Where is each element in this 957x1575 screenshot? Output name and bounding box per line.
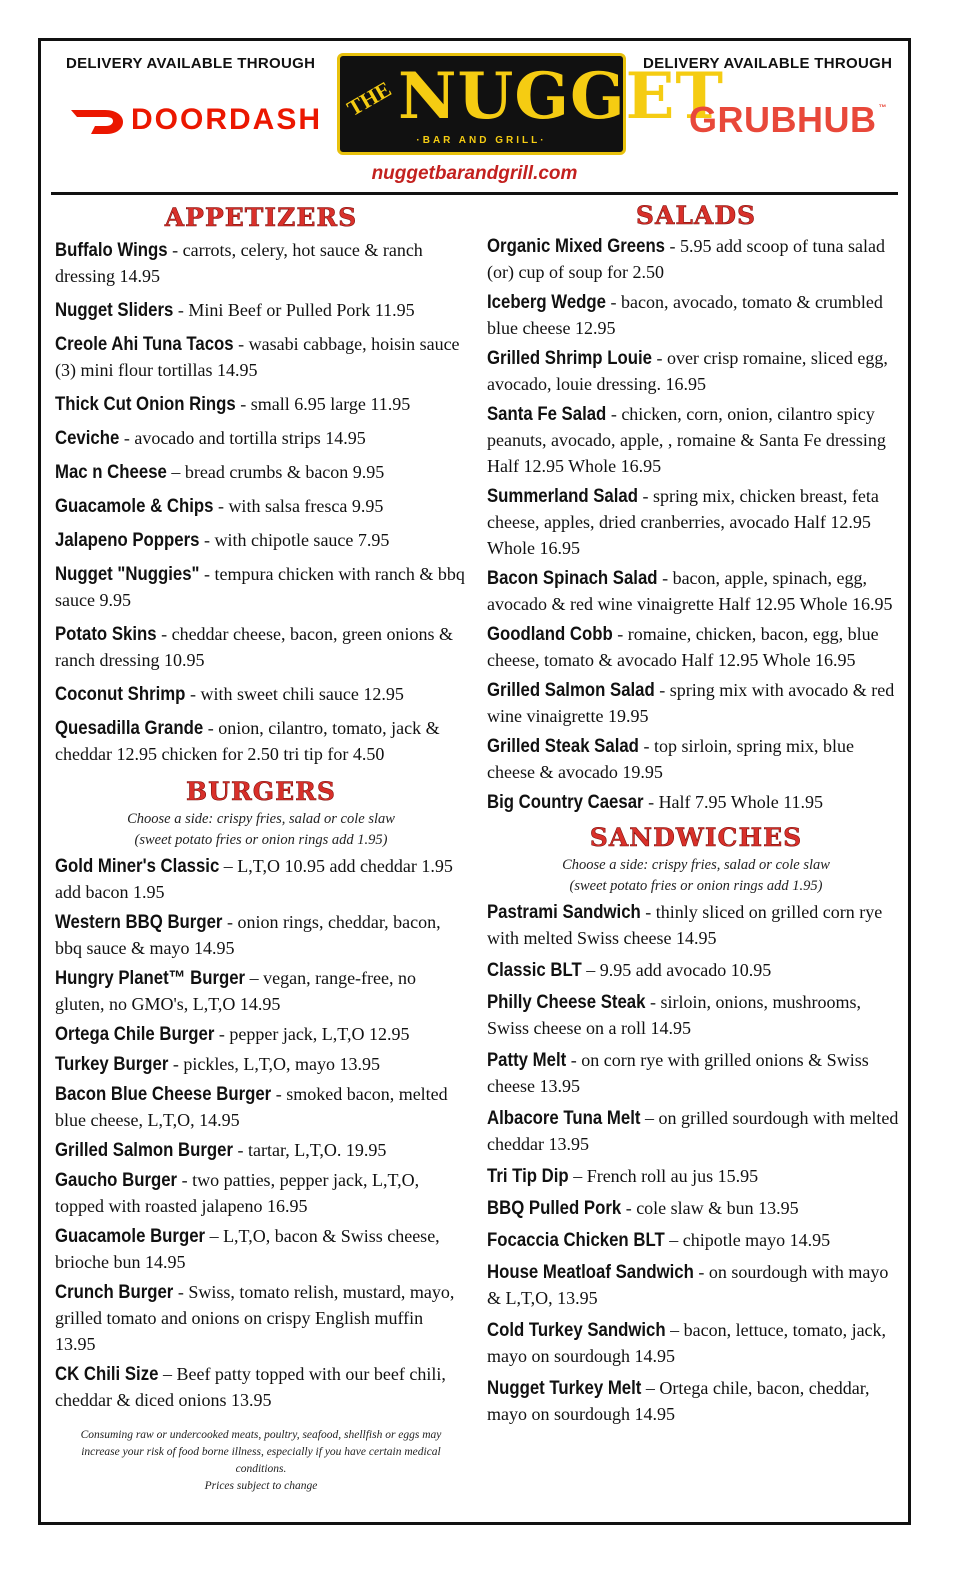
menu-item-name: Summerland Salad (487, 485, 638, 507)
menu-item-separator: - (612, 624, 628, 644)
menu-item-name: Grilled Salmon Burger (55, 1139, 233, 1161)
menu-item-name-wrap (487, 899, 666, 925)
menu-item-description: bacon, lettuce, tomato, jack, mayo on sourdough 14.95 (487, 1320, 887, 1366)
menu-item-description: with salsa fresca 9.95 (228, 496, 384, 516)
menu-item-separator: - (177, 1170, 193, 1190)
menu-item-description: thinly sliced on grilled corn rye with melted Swiss cheese 14.95 (487, 902, 883, 948)
grubhub-trademark: ™ (878, 103, 887, 112)
menu-item (487, 1259, 905, 1311)
menu-item-name: Nugget Turkey Melt (487, 1377, 642, 1399)
menu-item (487, 1317, 905, 1369)
menu-item (55, 527, 467, 553)
menu-item-name-wrap (487, 289, 625, 315)
menu-item-name-wrap (487, 1375, 667, 1401)
menu-item-name: Bacon Spinach Salad (487, 567, 658, 589)
menu-item-name: BBQ Pulled Pork (487, 1197, 622, 1219)
menu-item (487, 1047, 905, 1099)
menu-item (55, 391, 467, 417)
menu-item-description: romaine, chicken, bacon, egg, blue cheese, tomato & avocado Half 12.95 Whole 16.95 (487, 624, 879, 670)
menu-item-description: with sweet chili sauce 12.95 (200, 684, 404, 704)
sandwiches-title: SANDWICHES (589, 823, 803, 852)
menu-item-separator: - (156, 624, 172, 644)
menu-item-description: Mini Beef or Pulled Pork 11.95 (188, 300, 415, 320)
menu-item-separator: – (665, 1320, 684, 1340)
delivery-label-left: DELIVERY AVAILABLE THROUGH (66, 55, 316, 72)
menu-item-separator: - (233, 334, 249, 354)
menu-item-name: Tri Tip Dip (487, 1165, 569, 1187)
menu-item-separator: - (213, 496, 229, 516)
menu-item-name-wrap (55, 1081, 306, 1107)
menu-item-name: Thick Cut Onion Rings (55, 393, 236, 415)
menu-item-separator: - (203, 718, 219, 738)
sandwiches-side-note (487, 855, 905, 897)
menu-item-separator: - (199, 530, 215, 550)
menu-item-name: Organic Mixed Greens (487, 235, 666, 257)
menu-item-name-wrap (55, 621, 173, 647)
menu-item-description: tempura chicken with ranch & bbq sauce 9.95 (55, 564, 465, 610)
burgers-list (55, 853, 467, 1413)
menu-item-description: on grilled sourdough with melted cheddar 13.95 (487, 1108, 899, 1154)
menu-item-name-wrap (487, 677, 682, 703)
menu-item-name-wrap (487, 1259, 728, 1285)
menu-item-name-wrap (487, 401, 626, 427)
menu-item-name-wrap (487, 1317, 695, 1343)
menu-item-name-wrap (55, 681, 207, 707)
menu-item-separator: - (119, 428, 135, 448)
appetizers-list (55, 237, 467, 767)
burgers-note-line1: Choose a side: crispy fries, salad or cole slaw (127, 811, 395, 827)
menu-item (55, 1223, 467, 1275)
sandwiches-list (487, 899, 905, 1427)
menu-item-separator: – (581, 960, 600, 980)
menu-item-name: Grilled Shrimp Louie (487, 347, 652, 369)
menu-item-description: two patties, pepper jack, L,T,O, topped with roasted jalapeno 16.95 (55, 1170, 420, 1216)
menu-item-name-wrap (487, 565, 685, 591)
menu-item-separator: - (665, 236, 681, 256)
website-link[interactable]: nuggetbarandgrill.com (371, 163, 578, 184)
menu-item-name: CK Chili Size (55, 1363, 159, 1385)
doordash-icon (69, 104, 125, 136)
menu-item-separator: - (168, 1054, 184, 1074)
menu-item-name-wrap (55, 1279, 193, 1305)
menu-item-name-wrap (55, 331, 263, 357)
grubhub-wordmark: GRUBHUB (689, 99, 877, 140)
menu-item-name-wrap (487, 1047, 582, 1073)
menu-item-name: Bacon Blue Cheese Burger (55, 1083, 272, 1105)
menu-item-name: Potato Skins (55, 623, 157, 645)
menu-item-name: Gold Miner's Classic (55, 855, 220, 877)
menu-item-description: tartar, L,T,O. 19.95 (248, 1140, 387, 1160)
menu-item-description: wasabi cabbage, hoisin sauce (3) mini flour tortillas 14.95 (55, 334, 460, 380)
menu-item-name: Classic BLT (487, 959, 582, 981)
menu-item (55, 237, 467, 289)
menu-item-name: Turkey Burger (55, 1053, 169, 1075)
menu-item (487, 483, 905, 561)
menu-item-description: on sourdough with mayo & L,T,O, 13.95 (487, 1262, 889, 1308)
menu-item-name-wrap (487, 789, 669, 815)
menu-item-name: Crunch Burger (55, 1281, 174, 1303)
menu-item-name-wrap (487, 1195, 643, 1221)
menu-item-description: avocado and tortilla strips 14.95 (134, 428, 366, 448)
menu-item-description: top sirloin, spring mix, blue cheese & avocado 19.95 (487, 736, 854, 782)
menu-item-separator: - (606, 292, 621, 312)
menu-item-name: Albacore Tuna Melt (487, 1107, 641, 1129)
menu-item-separator: - (222, 912, 238, 932)
delivery-label-right: DELIVERY AVAILABLE THROUGH (643, 55, 893, 72)
menu-item (487, 733, 905, 785)
menu-item (55, 1361, 467, 1413)
menu-item-name-wrap (55, 425, 130, 451)
menu-item-separator: – (664, 1230, 683, 1250)
menu-item (55, 853, 467, 905)
menu-item-name-wrap (487, 957, 597, 983)
menu-item-separator: - (235, 394, 251, 414)
menu-item (487, 289, 905, 341)
menu-item-description: bacon, apple, spinach, egg, avocado & red wine vinaigrette Half 12.95 Whole 16.95 (487, 568, 893, 614)
menu-item-name: Gaucho Burger (55, 1169, 178, 1191)
menu-item (55, 1051, 467, 1077)
menu-item (55, 297, 467, 323)
menu-item-name-wrap (487, 1163, 582, 1189)
menu-item (487, 1105, 905, 1157)
menu-item-name: Patty Melt (487, 1049, 567, 1071)
menu-item-name: Buffalo Wings (55, 239, 168, 261)
burgers-side-note (55, 809, 467, 851)
menu-item (487, 1375, 905, 1427)
menu-item-description: chicken, corn, onion, cilantro spicy peanuts, avocado, apple, , romaine & Santa Fe dressing Half 12.95 Whole 16.95 (487, 404, 886, 476)
menu-item-name-wrap (55, 237, 186, 263)
doordash-logo[interactable] (69, 103, 322, 137)
menu-item-name-wrap (55, 391, 265, 417)
menu-item-description: Swiss, tomato relish, mustard, mayo, grilled tomato and onions on crispy English muffin 13.95 (55, 1282, 455, 1354)
menu-item-name-wrap (487, 733, 664, 759)
menu-item-description: cole slaw & bun 13.95 (636, 1198, 799, 1218)
menu-item-description: L,T,O 10.95 add cheddar 1.95 add bacon 1.95 (55, 856, 453, 902)
menu-item-name-wrap (55, 493, 239, 519)
menu-item (55, 1081, 467, 1133)
menu-item (55, 1137, 467, 1163)
burgers-note-line2: (sweet potato fries or onion rings add 1.95) (134, 832, 388, 848)
menu-item (55, 621, 467, 673)
menu-item-separator: - (185, 684, 201, 704)
menu-item-description: on corn rye with grilled onions & Swiss cheese 13.95 (487, 1050, 869, 1096)
menu-item-description: vegan, range-free, no gluten, no GMO's, L,T,O 14.95 (55, 968, 417, 1014)
menu-item-description: onion rings, cheddar, bacon, bbq sauce & mayo 14.95 (55, 912, 441, 958)
menu-item-name-wrap (55, 909, 250, 935)
menu-item (55, 1167, 467, 1219)
menu-item-name-wrap (487, 989, 671, 1015)
menu-item-description: spring mix with avocado & red wine vinaigrette 19.95 (487, 680, 895, 726)
menu-item (55, 331, 467, 383)
menu-item-separator: - (173, 300, 189, 320)
menu-item (487, 1163, 905, 1189)
menu-item-name-wrap (55, 715, 227, 741)
menu-item-separator: - (638, 736, 654, 756)
menu-item-separator: – (158, 1364, 177, 1384)
menu-item (487, 989, 905, 1041)
menu-item-name: Nugget Sliders (55, 299, 174, 321)
menu-item-name-wrap (55, 1223, 229, 1249)
menu-item-description: Beef patty topped with our beef chili, cheddar & diced onions 13.95 (55, 1364, 446, 1410)
sandwiches-note-line2: (sweet potato fries or onion rings add 1.95) (569, 878, 823, 894)
menu-item-separator: – (219, 856, 238, 876)
menu-item-name: Western BBQ Burger (55, 911, 223, 933)
menu-item-separator: - (621, 1198, 637, 1218)
menu-item-name-wrap (55, 1361, 175, 1387)
menu-item (55, 459, 467, 485)
menu-item-separator: - (271, 1084, 287, 1104)
menu-item-separator: - (637, 486, 653, 506)
menu-item-separator: - (651, 348, 667, 368)
appetizers-title: APPETIZERS (164, 203, 358, 232)
menu-item-name: Iceberg Wedge (487, 291, 606, 313)
menu-item-description: smoked bacon, melted blue cheese, L,T,O, 14.95 (55, 1084, 448, 1130)
menu-item-description: 9.95 add avocado 10.95 (599, 960, 772, 980)
menu-item-description: pepper jack, L,T,O 12.95 (229, 1024, 410, 1044)
menu-item-name: Cold Turkey Sandwich (487, 1319, 666, 1341)
menu-item-name-wrap (55, 1051, 187, 1077)
menu-item-separator: – (205, 1226, 224, 1246)
menu-item-name: Santa Fe Salad (487, 403, 607, 425)
menu-frame (38, 38, 911, 1525)
menu-item-description: Half 7.95 Whole 11.95 (658, 792, 824, 812)
menu-item-name: Ortega Chile Burger (55, 1023, 215, 1045)
menu-item-name-wrap (55, 527, 223, 553)
menu-item-description: sirloin, onions, mushrooms, Swiss cheese on a roll 14.95 (487, 992, 861, 1038)
menu-item-separator: - (173, 1282, 189, 1302)
menu-item-description: chipotle mayo 14.95 (682, 1230, 831, 1250)
menu-item-description: cheddar cheese, bacon, green onions & ranch dressing 10.95 (55, 624, 453, 670)
menu-item-name: House Meatloaf Sandwich (487, 1261, 694, 1283)
menu-item-separator: - (199, 564, 215, 584)
menu-item-name-wrap (487, 345, 679, 371)
menu-item-name: Philly Cheese Steak (487, 991, 646, 1013)
menu-item-name-wrap (55, 965, 276, 991)
menu-item-name: Big Country Caesar (487, 791, 644, 813)
menu-item-separator: - (654, 680, 670, 700)
menu-item-name: Grilled Steak Salad (487, 735, 639, 757)
disclaimer-text: Consuming raw or undercooked meats, poultry, seafood, shellfish or eggs may increase your risk of food borne illness, especially if you have certain medical conditions. (80, 1429, 442, 1475)
menu-item-separator: - (643, 792, 659, 812)
menu-item-name-wrap (55, 459, 185, 485)
menu-item (55, 1279, 467, 1357)
menu-item-name-wrap (487, 483, 663, 509)
menu-item (487, 899, 905, 951)
menu-item-name: Coconut Shrimp (55, 683, 186, 705)
menu-item-name-wrap (487, 1227, 694, 1253)
menu-item-name: Goodland Cobb (487, 623, 613, 645)
menu-item-name: Nugget "Nuggies" (55, 563, 200, 585)
health-disclaimer (55, 1427, 467, 1495)
menu-item-name: Guacamole & Chips (55, 495, 214, 517)
menu-item-separator: – (245, 968, 264, 988)
menu-item-description: onion, cilantro, tomato, jack & cheddar 12.95 chicken for 2.50 tri tip for 4.50 (55, 718, 440, 764)
menu-item-separator: - (214, 1024, 230, 1044)
burgers-title: BURGERS (186, 777, 336, 806)
logo-the-text: THE (342, 76, 396, 122)
menu-item (487, 401, 905, 479)
menu-item-description: small 6.95 large 11.95 (250, 394, 411, 414)
salads-list (487, 233, 905, 815)
sandwiches-note-line1: Choose a side: crispy fries, salad or cole slaw (562, 857, 830, 873)
menu-item-name: Guacamole Burger (55, 1225, 206, 1247)
menu-item-description: bread crumbs & bacon 9.95 (184, 462, 385, 482)
menu-item-name-wrap (55, 1167, 197, 1193)
menu-item-name-wrap (55, 561, 223, 587)
menu-header (41, 41, 908, 193)
menu-item-description: with chipotle sauce 7.95 (214, 530, 390, 550)
menu-item-separator: - (233, 1140, 248, 1160)
menu-item-name: Creole Ahi Tuna Tacos (55, 333, 234, 355)
menu-item (487, 1195, 905, 1221)
menu-item-separator: - (645, 992, 661, 1012)
menu-item (487, 789, 905, 815)
menu-item-name: Mac n Cheese (55, 461, 167, 483)
menu-item-name: Grilled Salmon Salad (487, 679, 655, 701)
menu-item-separator: - (657, 568, 673, 588)
menu-item-name: Ceviche (55, 427, 120, 449)
menu-item-separator: - (167, 240, 183, 260)
menu-item-name-wrap (55, 853, 246, 879)
menu-item-separator: – (568, 1166, 587, 1186)
menu-item-description: bacon, avocado, tomato & crumbled blue cheese 12.95 (487, 292, 883, 338)
menu-item-description: carrots, celery, hot sauce & ranch dressing 14.95 (55, 240, 423, 286)
menu-item-name-wrap (487, 233, 694, 259)
menu-item-name-wrap (55, 1137, 262, 1163)
menu-item (487, 621, 905, 673)
menu-item-separator: – (166, 462, 185, 482)
doordash-wordmark: DOORDASH (131, 103, 323, 136)
prices-note: Prices subject to change (204, 1480, 318, 1492)
menu-item-name: Pastrami Sandwich (487, 901, 641, 923)
menu-item-name-wrap (55, 297, 193, 323)
menu-item-description: spring mix, chicken breast, feta cheese, apples, dried cranberries, avocado Half 12.95 Whole 16.95 (487, 486, 879, 558)
menu-item-description: pickles, L,T,O, mayo 13.95 (183, 1054, 381, 1074)
menu-item-description: L,T,O, bacon & Swiss cheese, brioche bun 14.95 (55, 1226, 440, 1272)
menu-item-name: Jalapeno Poppers (55, 529, 200, 551)
menu-item (55, 425, 467, 451)
menu-item-separator: – (641, 1378, 660, 1398)
right-column (487, 201, 905, 1433)
menu-item-separator: – (640, 1108, 659, 1128)
menu-item (487, 233, 905, 285)
logo-main-text: NUGGET (398, 59, 725, 134)
menu-item (487, 565, 905, 617)
menu-item (487, 345, 905, 397)
menu-item (55, 965, 467, 1017)
menu-item-description: 5.95 add scoop of tuna salad (or) cup of soup for 2.50 (487, 236, 885, 282)
menu-item-separator: - (566, 1050, 582, 1070)
menu-item (487, 957, 905, 983)
menu-item-name: Quesadilla Grande (55, 717, 204, 739)
menu-item (487, 1227, 905, 1253)
menu-item-description: Ortega chile, bacon, cheddar, mayo on sourdough 14.95 (487, 1378, 870, 1424)
menu-item-name: Hungry Planet™ Burger (55, 967, 246, 989)
menu-item (55, 493, 467, 519)
menu-item (55, 909, 467, 961)
menu-item (55, 681, 467, 707)
menu-item (55, 561, 467, 613)
left-column (55, 201, 467, 1495)
menu-item-name: Focaccia Chicken BLT (487, 1229, 665, 1251)
logo-subtitle: ·BAR AND GRILL· (416, 135, 547, 146)
salads-title: SALADS (635, 201, 757, 230)
header-divider (51, 192, 898, 195)
nugget-logo (337, 53, 725, 155)
menu-item-description: over crisp romaine, sliced egg, avocado, louie dressing. 16.95 (487, 348, 888, 394)
menu-item-description: French roll au jus 15.95 (586, 1166, 759, 1186)
grubhub-logo[interactable] (689, 99, 887, 141)
menu-item-name-wrap (487, 621, 633, 647)
menu-item-name-wrap (487, 1105, 665, 1131)
menu-item-separator: - (693, 1262, 709, 1282)
menu-item (55, 1021, 467, 1047)
menu-item-separator: - (606, 404, 622, 424)
menu-item-separator: - (640, 902, 656, 922)
menu-item (487, 677, 905, 729)
menu-item (55, 715, 467, 767)
menu-item-name-wrap (55, 1021, 240, 1047)
